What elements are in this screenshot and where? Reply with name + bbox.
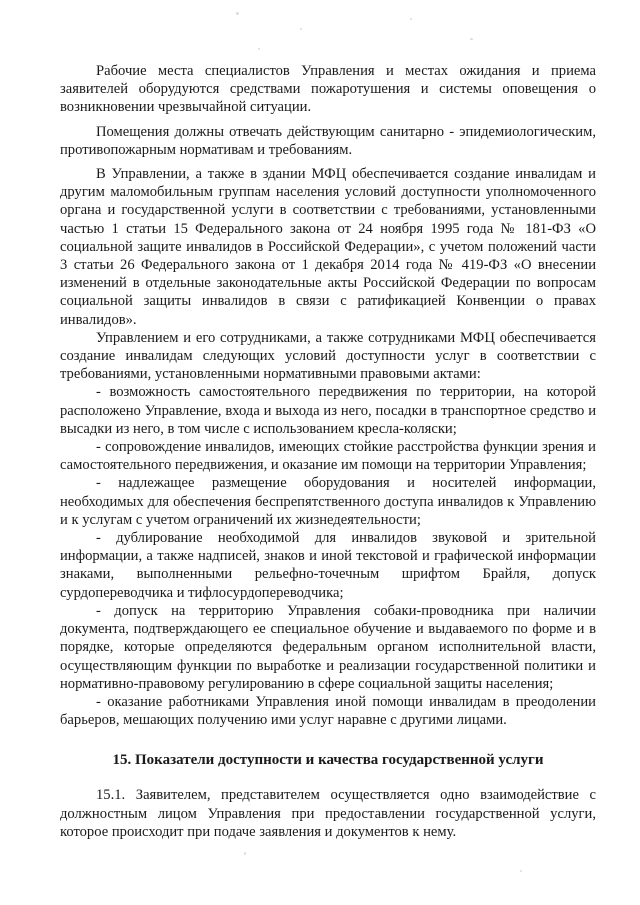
- scan-speck: [470, 38, 473, 40]
- list-item: - допуск на территорию Управления собаки-проводника при наличии документа, подтверждающего ее специальное обучение и выдаваемого по форме и в порядке, которые определяются федеральным органом исполнительной власти, осуществляющим функции по выработке и реализации государственной политики и нормативно-правовому регулированию в сфере социальной защиты населения;: [60, 602, 596, 692]
- list-item: - сопровождение инвалидов, имеющих стойкие расстройства функции зрения и самостоятельного передвижения, и оказание им помощи на территории Управления;: [60, 439, 596, 474]
- document-body: [60, 62, 596, 841]
- scan-speck: [258, 48, 260, 50]
- paragraph: Управлением и его сотрудниками, а также сотрудниками МФЦ обеспечивается создание инвалидам следующих условий доступности услуг в соответствии с требованиями, установленными нормативными правовыми актами:: [60, 329, 596, 383]
- paragraph: Рабочие места специалистов Управления и местах ожидания и приема заявителей оборудуются средствами пожаротушения и системы оповещения о возникновении чрезвычайной ситуации.: [60, 63, 596, 116]
- scan-speck: [244, 852, 246, 855]
- list-item: - возможность самостоятельного передвижения по территории, на которой расположено Управление, входа и выхода из него, посадки в транспортное средство и высадки из него, в том числе с использованием кресла-коляски;: [60, 384, 596, 437]
- list-item: - оказание работниками Управления иной помощи инвалидам в преодолении барьеров, мешающих получению ими услуг наравне с другими лицами.: [60, 693, 596, 729]
- scan-speck: [410, 18, 412, 20]
- list-item: - дублирование необходимой для инвалидов звуковой и зрительной информации, а также надписей, знаков и иной текстовой и графической информации знаками, выполненными рельефно-точечным шрифтом Брайля, допуск сурдопереводчика и тифлосурдопереводчика;: [60, 530, 596, 601]
- list-item: - надлежащее размещение оборудования и носителей информации, необходимых для обеспечения беспрепятственного доступа инвалидов к Управлению и к услугам с учетом ограничений их жизнедеятельности;: [60, 475, 596, 528]
- scan-speck: [236, 12, 239, 15]
- scan-speck: [520, 870, 522, 872]
- paragraph: В Управлении, а также в здании МФЦ обеспечивается создание инвалидам и другим маломобильным группам населения условий доступности уполномоченного органа и государственной услуги в соответствии с требованиями, установленными частью 1 статьи 15 Федерального закона от 24 ноября 1995 года № 181-ФЗ «О социальной защите инвалидов в Российской Федерации», с учетом положений части 3 статьи 26 Федерального закона от 1 декабря 2014 года № 419-ФЗ «О внесении изменений в отдельные законодательные акты Российской Федерации по вопросам социальной защиты инвалидов в связи с ратификацией Конвенции о правах инвалидов».: [60, 166, 596, 328]
- scan-speck: [300, 28, 302, 30]
- paragraph: 15.1. Заявителем, представителем осуществляется одно взаимодействие с должностным лицом Управления при предоставлении государственной услуги, которое происходит при подаче заявления и документов к нему.: [60, 787, 596, 840]
- section-heading: 15. Показатели доступности и качества государственной услуги: [112, 752, 544, 769]
- paragraph: Помещения должны отвечать действующим санитарно - эпидемиологическим, противопожарным нормативам и требованиям.: [60, 123, 596, 158]
